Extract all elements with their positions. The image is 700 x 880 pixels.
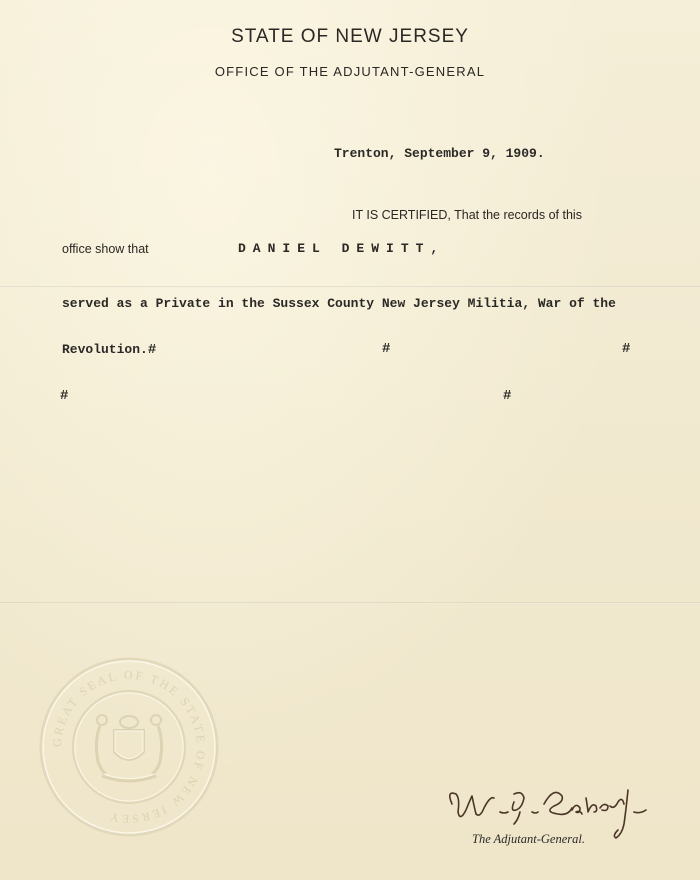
letterhead-title: STATE OF NEW JERSEY — [231, 26, 469, 47]
seal-emboss-icon — [38, 656, 220, 838]
fill-mark: # — [60, 388, 69, 404]
dateline: Trenton, September 9, 1909. — [334, 146, 545, 161]
fill-mark: # — [622, 341, 631, 357]
certified-intro: IT IS CERTIFIED, That the records of this — [352, 208, 582, 222]
fill-mark: # — [503, 388, 512, 404]
fill-mark: # — [382, 341, 391, 357]
office-show-text: office show that — [62, 242, 149, 256]
embossed-state-seal — [38, 656, 220, 838]
fill-mark: # — [147, 342, 157, 358]
service-end — [62, 342, 156, 358]
soldier-name: DANIEL DEWITT, — [238, 241, 446, 256]
signature-caption: The Adjutant-General. — [472, 832, 585, 846]
service-end-text: Revolution. — [62, 342, 148, 357]
svg-text:GREAT SEAL OF THE STATE OF NEW: GREAT SEAL OF THE STATE OF NEW JERSEY — [49, 667, 209, 827]
letterhead-subtitle: OFFICE OF THE ADJUTANT-GENERAL — [214, 64, 486, 79]
paper-fold-upper — [0, 286, 700, 288]
paper-fold-lower — [0, 602, 700, 604]
service-line: served as a Private in the Sussex County New Jersey Militia, War of the — [62, 296, 616, 311]
